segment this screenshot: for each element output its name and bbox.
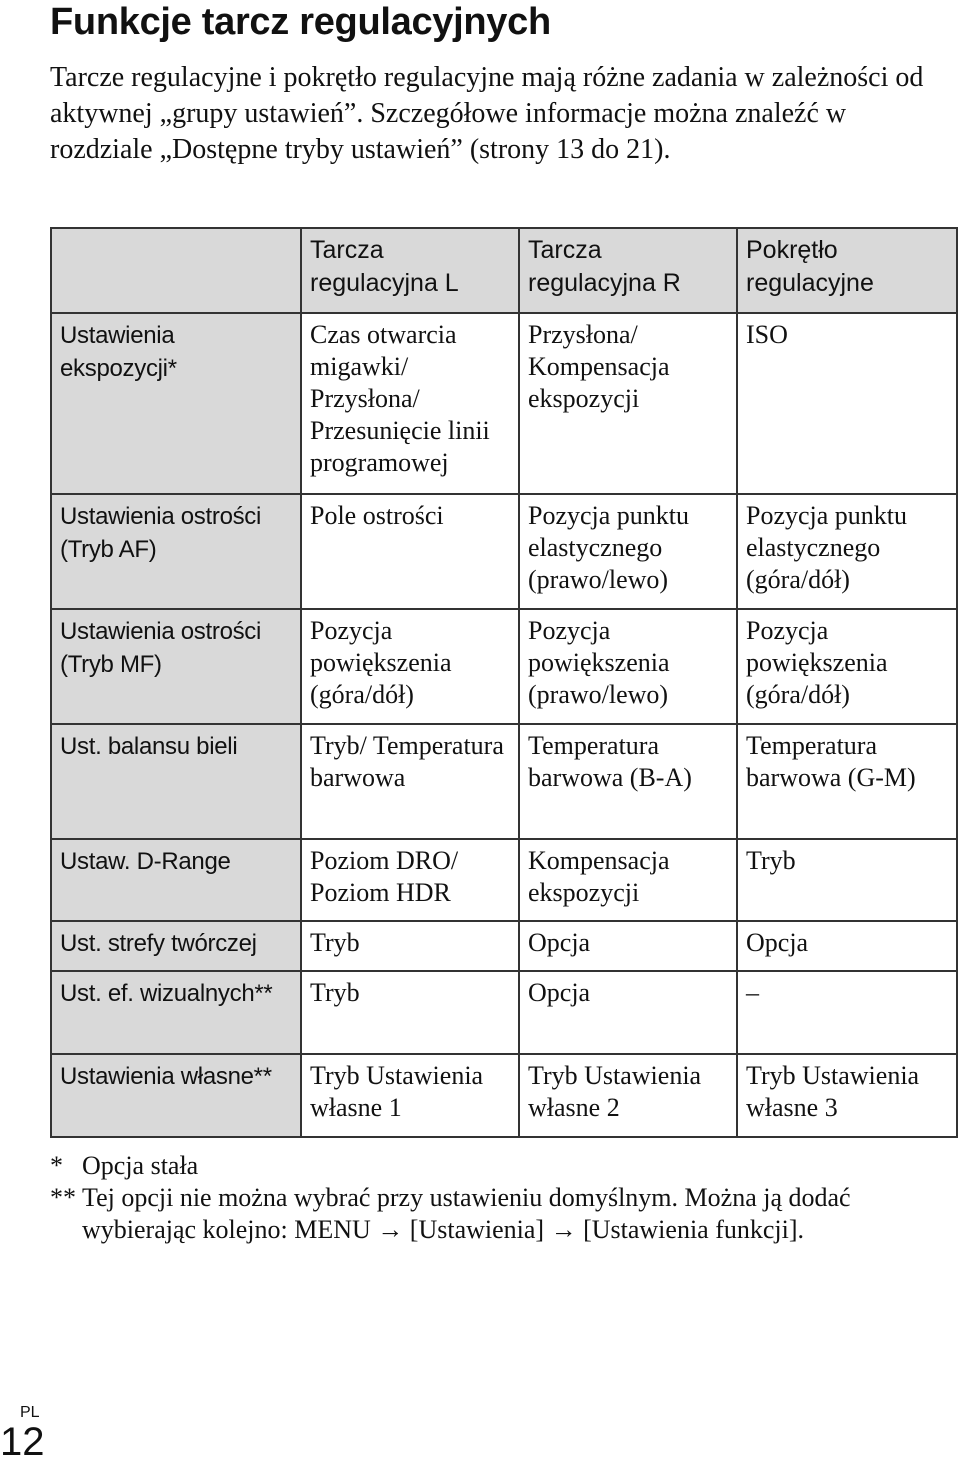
table-row bbox=[51, 313, 957, 494]
table-cell: Tryb Ustawienia własne 1 bbox=[301, 1054, 519, 1137]
table-cell: Temperatura barwowa (B-A) bbox=[519, 724, 737, 839]
row-label: Ustawienia ekspozycji* bbox=[51, 313, 301, 494]
table-row bbox=[51, 609, 957, 724]
table-cell: Pozycja powiększenia (góra/dół) bbox=[737, 609, 957, 724]
page-footer bbox=[0, 1404, 45, 1462]
table-header-row bbox=[51, 228, 957, 313]
table-cell: Pozycja punktu elastycznego (góra/dół) bbox=[737, 494, 957, 609]
intro-paragraph: Tarcze regulacyjne i pokrętło regulacyjne mają różne zadania w zależności od aktywnej „grupy ustawień”. Szczegółowe informacje można znaleźć w rozdziale „Dostępne tryby ustawień” (strony 13 do 21). bbox=[50, 62, 924, 165]
table-cell: Tryb/ Temperatura barwowa bbox=[301, 724, 519, 839]
table-cell: Pole ostrości bbox=[301, 494, 519, 609]
footnote bbox=[50, 1150, 950, 1182]
table-cell: – bbox=[737, 971, 957, 1054]
row-label: Ustawienia ostrości (Tryb MF) bbox=[51, 609, 301, 724]
table-cell: Tryb Ustawienia własne 2 bbox=[519, 1054, 737, 1137]
table-row bbox=[51, 839, 957, 921]
footnote-mark: * bbox=[50, 1151, 63, 1180]
header-cell-dial-l: Tarcza regulacyjna L bbox=[301, 228, 519, 313]
table-cell: Tryb Ustawienia własne 3 bbox=[737, 1054, 957, 1137]
footnote-text: Opcja stała bbox=[82, 1151, 199, 1180]
header-cell-dial-r: Tarcza regulacyjna R bbox=[519, 228, 737, 313]
language-code: PL bbox=[20, 1404, 40, 1421]
table-cell: Opcja bbox=[519, 971, 737, 1054]
footnote-mark: ** bbox=[50, 1183, 76, 1212]
row-label: Ust. ef. wizualnych** bbox=[51, 971, 301, 1054]
table-cell: Tryb bbox=[301, 921, 519, 971]
row-label: Ustaw. D-Range bbox=[51, 839, 301, 921]
row-label: Ustawienia własne** bbox=[51, 1054, 301, 1137]
table-cell: ISO bbox=[737, 313, 957, 494]
row-label: Ustawienia ostrości (Tryb AF) bbox=[51, 494, 301, 609]
table-cell: Pozycja punktu elastycznego (prawo/lewo) bbox=[519, 494, 737, 609]
page-title: Funkcje tarcz regulacyjnych bbox=[50, 1, 551, 43]
footnote-text: Tej opcji nie można wybrać przy ustawieniu domyślnym. Można ją dodać wybierając kolejno: MENU → [Ustawienia] → [Ustawienia funkcji]. bbox=[82, 1183, 851, 1244]
footnotes bbox=[50, 1150, 950, 1246]
table-cell: Temperatura barwowa (G-M) bbox=[737, 724, 957, 839]
table-cell: Opcja bbox=[737, 921, 957, 971]
table-row bbox=[51, 494, 957, 609]
table-cell: Poziom DRO/ Poziom HDR bbox=[301, 839, 519, 921]
table-cell: Pozycja powiększenia (góra/dół) bbox=[301, 609, 519, 724]
table-cell: Opcja bbox=[519, 921, 737, 971]
table-row bbox=[51, 921, 957, 971]
table-cell: Pozycja powiększenia (prawo/lewo) bbox=[519, 609, 737, 724]
page-number: 12 bbox=[0, 1420, 45, 1464]
table-row bbox=[51, 724, 957, 839]
table-cell: Kompensacja ekspozycji bbox=[519, 839, 737, 921]
row-label: Ust. strefy twórczej bbox=[51, 921, 301, 971]
table-cell: Czas otwarcia migawki/ Przysłona/ Przesunięcie linii programowej bbox=[301, 313, 519, 494]
header-cell-control-wheel: Pokrętło regulacyjne bbox=[737, 228, 957, 313]
table-row bbox=[51, 1054, 957, 1137]
dial-functions-table bbox=[50, 227, 958, 1138]
table-cell: Tryb bbox=[301, 971, 519, 1054]
row-label: Ust. balansu bieli bbox=[51, 724, 301, 839]
table-row bbox=[51, 971, 957, 1054]
header-cell-empty bbox=[51, 228, 301, 313]
footnote bbox=[50, 1182, 950, 1246]
table-cell: Przysłona/ Kompensacja ekspozycji bbox=[519, 313, 737, 494]
table-cell: Tryb bbox=[737, 839, 957, 921]
